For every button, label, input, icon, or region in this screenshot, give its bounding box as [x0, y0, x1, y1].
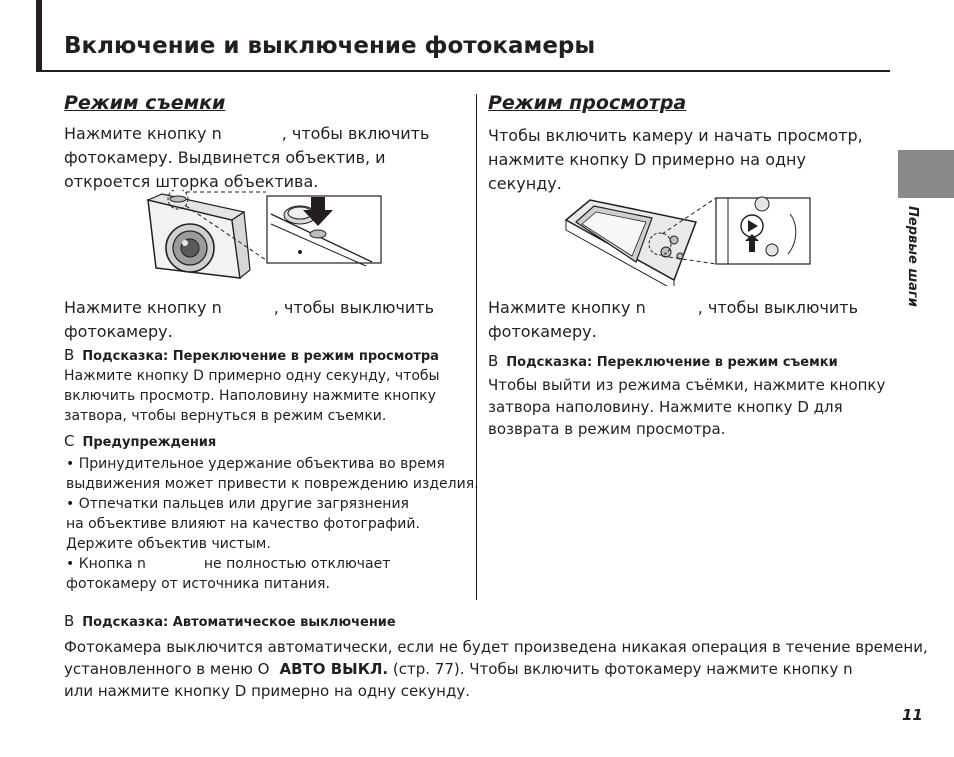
page-title: Включение и выключение фотокамеры [64, 33, 596, 59]
playback-mode-heading: Режим просмотра [488, 92, 687, 114]
tip-auto-power-off: B Подсказка: Автоматическое выключение Фотокамера выключится автоматически, если не будет произведена никакая операция в течение времени, установленного в меню O АВТО ВЫКЛ. (стр. 77). Чтобы включить фотокамеру нажмите кнопку n или нажмите кнопку D примерно на одну секунду. [64, 612, 928, 700]
page-number: 11 [902, 706, 923, 724]
playback-off-text: Нажмите кнопку n , чтобы выключить фотокамеру. [488, 298, 859, 341]
chapter-tab [898, 150, 954, 198]
power-off-text: Нажмите кнопку n , чтобы выключить фотокамеру. [64, 298, 435, 341]
column-divider [476, 94, 477, 600]
power-on-text: Нажмите кнопку n , чтобы включить фотокамеру. Выдвинется объектив, и откроется шторка объектива. [64, 124, 430, 191]
tip-playback: B Подсказка: Переключение в режим просмотра Нажмите кнопку D примерно одну секунду, чтобы включить просмотр. Наполовину нажмите кнопку затвора, чтобы вернуться в режим съемки. [64, 346, 440, 424]
tip-icon: B [488, 352, 499, 370]
caution-icon: C [64, 432, 75, 450]
header-bar [36, 0, 42, 71]
tip-shooting: B Подсказка: Переключение в режим съемки Чтобы выйти из режима съёмки, нажмите кнопку затвора наполовину. Нажмите кнопку D для возврата в режим просмотра. [488, 352, 886, 438]
playback-on-text: Чтобы включить камеру и начать просмотр, нажмите кнопку D примерно на одну секунду. [488, 126, 863, 193]
chapter-label: Первые шаги [905, 206, 920, 307]
header-rule [36, 70, 890, 72]
camera-playback-button-illustration [562, 194, 812, 286]
tip-icon: B [64, 612, 75, 630]
shooting-mode-heading: Режим съемки [64, 92, 226, 114]
camera-power-button-illustration [140, 190, 385, 292]
tip-icon: B [64, 346, 75, 364]
cautions: C Предупреждения • Принудительное удержание объектива во время выдвижения может привести к повреждению изделия. • Отпечатки пальцев или другие загрязнения на объективе влияют на качество фотографий. Держите объектив чистым. • Кнопка n не полностью отключает фотокамеру от источника питания. [64, 432, 479, 592]
